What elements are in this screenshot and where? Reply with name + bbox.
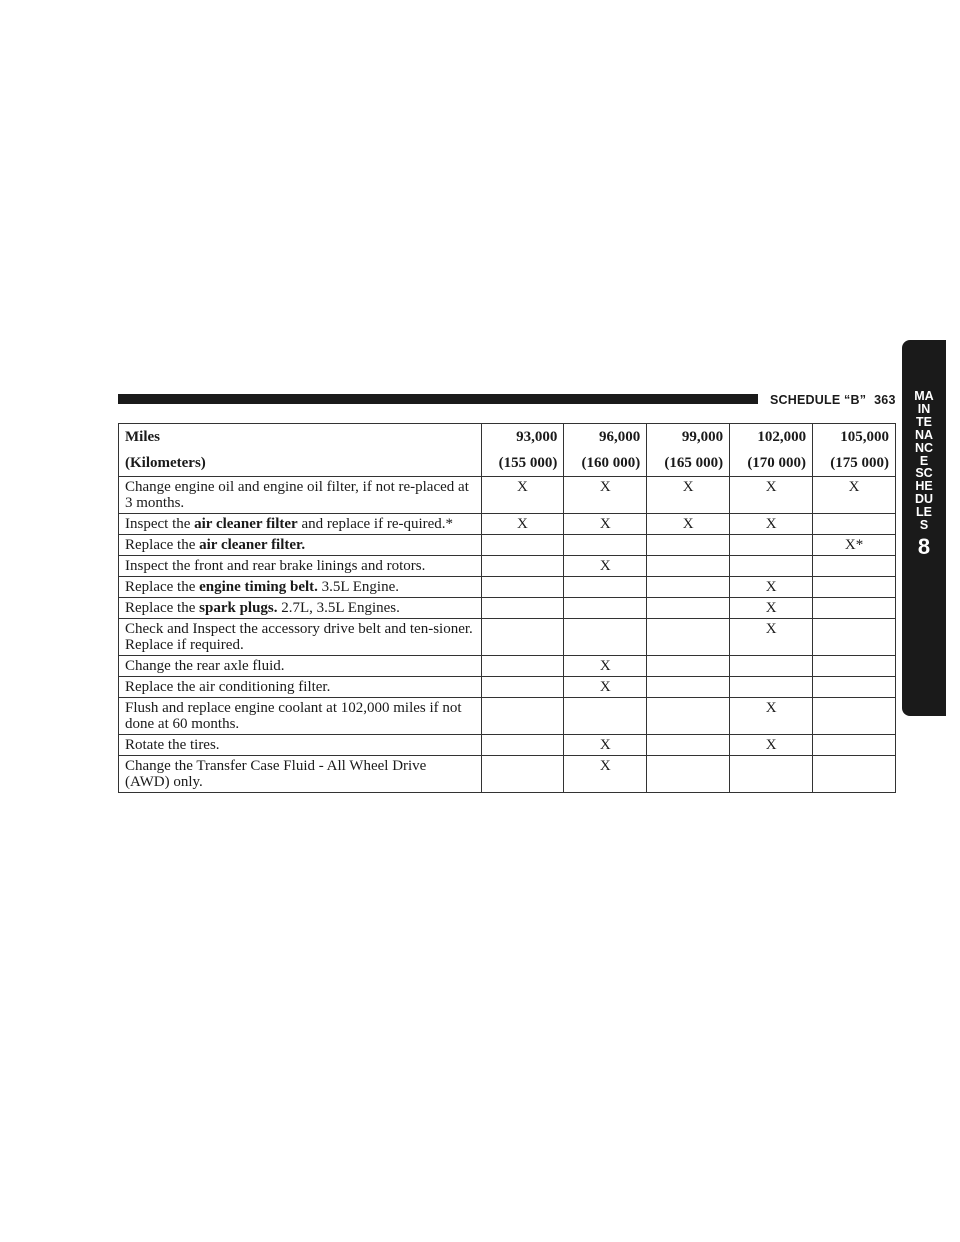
service-mark: X [481, 477, 564, 514]
service-mark [481, 577, 564, 598]
table-row [119, 656, 896, 677]
task-description [119, 756, 482, 793]
service-mark [564, 619, 647, 656]
task-description [119, 535, 482, 556]
table-row [119, 698, 896, 735]
interval-header [730, 424, 813, 477]
task-description [119, 656, 482, 677]
table-row [119, 756, 896, 793]
service-mark: X [813, 477, 896, 514]
table-row [119, 477, 896, 514]
page-header [770, 392, 896, 408]
interval-km: (170 000) [747, 455, 807, 471]
service-mark [647, 698, 730, 735]
kilometers-label: (Kilometers) [125, 455, 206, 471]
header-rule [118, 394, 758, 404]
service-mark: X [564, 477, 647, 514]
service-mark: X [730, 477, 813, 514]
service-mark: X [730, 619, 813, 656]
service-mark [481, 556, 564, 577]
service-mark [481, 698, 564, 735]
task-text: Rotate the tires. [125, 737, 220, 753]
service-mark [481, 756, 564, 793]
interval-miles: 99,000 [681, 429, 724, 445]
task-text-suffix: 2.7L, 3.5L Engines. [277, 600, 400, 616]
service-mark [647, 577, 730, 598]
task-text-suffix: 3.5L Engine. [317, 579, 399, 595]
miles-label: Miles [125, 429, 160, 445]
service-mark: X [730, 577, 813, 598]
table-row [119, 535, 896, 556]
service-mark [647, 556, 730, 577]
task-text: Change the rear axle fluid. [125, 658, 285, 674]
service-mark: X [564, 677, 647, 698]
task-text: Flush and replace engine coolant at 102,000 miles if not done at 60 months. [125, 700, 462, 732]
task-text: Replace the [125, 600, 200, 616]
service-mark [481, 619, 564, 656]
service-mark [481, 735, 564, 756]
service-mark: X [647, 514, 730, 535]
service-mark: X [564, 735, 647, 756]
service-mark [647, 677, 730, 698]
chapter-number: 8 [917, 533, 931, 559]
task-description [119, 577, 482, 598]
service-mark [813, 735, 896, 756]
service-mark: X [730, 598, 813, 619]
service-mark [813, 598, 896, 619]
table-row [119, 577, 896, 598]
service-mark [813, 677, 896, 698]
service-mark [730, 677, 813, 698]
service-mark: X [564, 756, 647, 793]
task-description [119, 677, 482, 698]
service-mark [813, 756, 896, 793]
interval-km: (160 000) [581, 455, 641, 471]
service-mark [813, 619, 896, 656]
task-text: Inspect the front and rear brake linings and rotors. [125, 558, 426, 574]
service-mark [647, 598, 730, 619]
interval-miles: 93,000 [516, 429, 558, 445]
task-description [119, 698, 482, 735]
table-header-row [119, 424, 896, 477]
task-description [119, 735, 482, 756]
task-text: Inspect the [125, 516, 195, 532]
interval-label-header [119, 424, 482, 477]
maintenance-schedule-table [118, 423, 896, 793]
interval-miles: 102,000 [757, 429, 807, 445]
table-row [119, 598, 896, 619]
service-mark [564, 598, 647, 619]
section-title: SCHEDULE “B” [770, 393, 867, 407]
service-mark [564, 577, 647, 598]
task-text: Check and Inspect the accessory drive belt and ten-sioner. Replace if required. [125, 621, 473, 653]
service-mark: X [564, 514, 647, 535]
interval-miles: 105,000 [840, 429, 889, 445]
table-row [119, 735, 896, 756]
table-row [119, 514, 896, 535]
interval-miles: 96,000 [599, 429, 641, 445]
task-emphasis: spark plugs. [199, 600, 278, 616]
service-mark [564, 535, 647, 556]
task-description [119, 598, 482, 619]
chapter-side-tab [902, 340, 946, 716]
service-mark [730, 535, 813, 556]
service-mark [813, 656, 896, 677]
service-mark: X [564, 556, 647, 577]
service-mark [730, 556, 813, 577]
interval-header [481, 424, 564, 477]
service-mark [647, 535, 730, 556]
service-mark [647, 619, 730, 656]
service-mark: X [730, 735, 813, 756]
service-mark: X [647, 477, 730, 514]
page-number: 363 [874, 393, 896, 407]
interval-header [564, 424, 647, 477]
service-mark [730, 756, 813, 793]
task-text-suffix: and replace if re-quired.* [297, 516, 454, 532]
task-description [119, 477, 482, 514]
interval-km: (155 000) [498, 455, 558, 471]
task-text: Replace the [125, 537, 200, 553]
interval-header [813, 424, 896, 477]
task-description [119, 556, 482, 577]
interval-header [647, 424, 730, 477]
service-mark: X [481, 514, 564, 535]
table-row [119, 677, 896, 698]
service-mark: X [730, 698, 813, 735]
service-mark [481, 598, 564, 619]
table-row [119, 619, 896, 656]
task-text: Change engine oil and engine oil filter, if not re-placed at 3 months. [125, 479, 469, 511]
service-mark: X* [813, 535, 896, 556]
side-tab-label: MAINTENANCE SCHEDULES [914, 389, 934, 533]
task-text: Change the Transfer Case Fluid - All Wheel Drive (AWD) only. [125, 758, 427, 790]
service-mark [481, 535, 564, 556]
interval-km: (165 000) [664, 455, 724, 471]
service-mark [730, 656, 813, 677]
service-mark [481, 656, 564, 677]
service-mark [647, 656, 730, 677]
service-mark [647, 735, 730, 756]
interval-km: (175 000) [830, 455, 889, 471]
task-emphasis: engine timing belt. [199, 579, 318, 595]
task-description [119, 619, 482, 656]
service-mark [813, 556, 896, 577]
service-mark [813, 577, 896, 598]
service-mark [564, 698, 647, 735]
service-mark [647, 756, 730, 793]
task-emphasis: air cleaner filter. [199, 537, 306, 553]
task-emphasis: air cleaner filter [194, 516, 298, 532]
task-text: Replace the [125, 579, 200, 595]
table-row [119, 556, 896, 577]
service-mark [481, 677, 564, 698]
service-mark [813, 698, 896, 735]
service-mark [813, 514, 896, 535]
service-mark: X [564, 656, 647, 677]
service-mark: X [730, 514, 813, 535]
task-description [119, 514, 482, 535]
task-text: Replace the air conditioning filter. [125, 679, 331, 695]
